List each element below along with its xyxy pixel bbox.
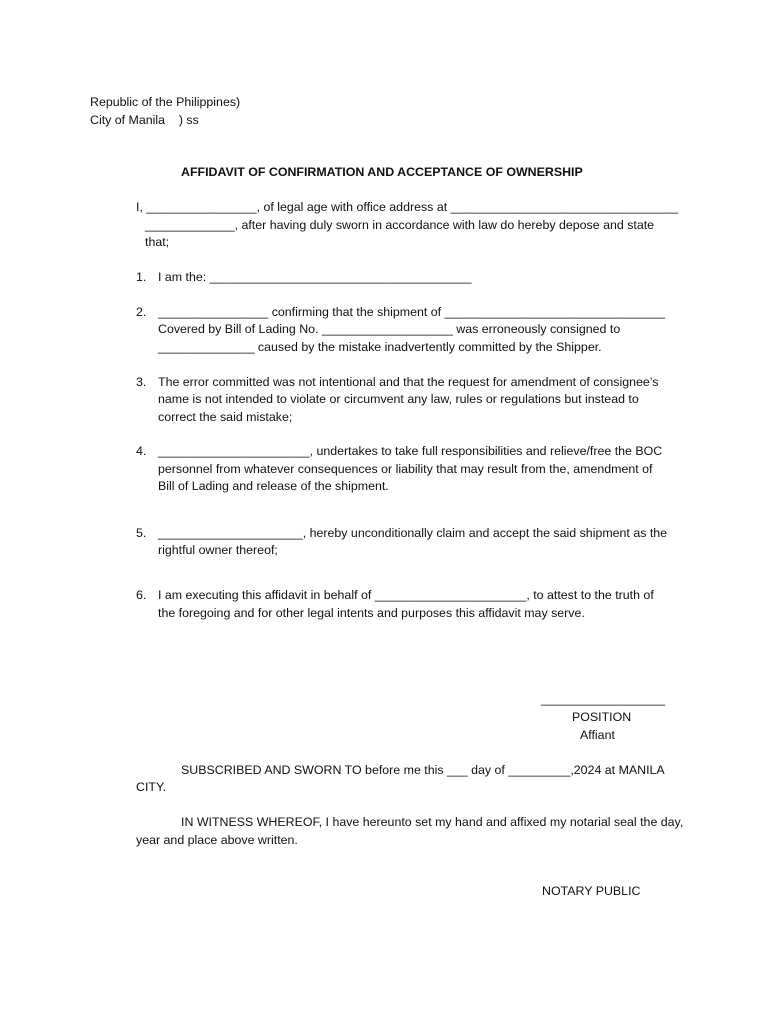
intro-line-3: that; bbox=[145, 235, 170, 249]
item-line: personnel from whatever consequences or liability that may result from the, amendment of bbox=[158, 462, 653, 476]
item-line: the foregoing and for other legal intents and purposes this affidavit may serve. bbox=[158, 606, 585, 620]
signature-position: POSITION bbox=[572, 710, 632, 724]
intro-line-2: _____________, after having duly sworn in accordance with law do hereby depose and state bbox=[145, 218, 655, 232]
item-line: Bill of Lading and release of the shipment. bbox=[158, 479, 389, 493]
item-number: 2. bbox=[136, 305, 147, 319]
header-republic: Republic of the Philippines) bbox=[90, 95, 241, 109]
signature-role: Affiant bbox=[580, 728, 615, 742]
item-number: 3. bbox=[136, 375, 147, 389]
document-title: AFFIDAVIT OF CONFIRMATION AND ACCEPTANCE OF OWNERSHIP bbox=[181, 165, 583, 179]
witness-line-1: IN WITNESS WHEREOF, I have hereunto set my hand and affixed my notarial seal the day, bbox=[181, 815, 684, 829]
jurat-line-2: CITY. bbox=[136, 780, 167, 794]
item-line: I am executing this affidavit in behalf of ______________________, to attest to the truth of bbox=[158, 588, 654, 602]
item-line: ________________ confirming that the shipment of ________________________________ bbox=[158, 305, 666, 319]
item-line: ______________ caused by the mistake inadvertently committed by the Shipper. bbox=[158, 340, 602, 354]
item-line: Covered by Bill of Lading No. ___________________ was erroneously consigned to bbox=[158, 322, 621, 336]
item-line: _____________________, hereby unconditionally claim and accept the said shipment as the bbox=[158, 526, 668, 540]
witness-line-2: year and place above written. bbox=[136, 833, 298, 847]
item-line: I am the: ______________________________________ bbox=[158, 270, 472, 284]
item-number: 1. bbox=[136, 270, 147, 284]
item-number: 4. bbox=[136, 444, 147, 458]
item-line: correct the said mistake; bbox=[158, 410, 293, 424]
signature-line: __________________ bbox=[541, 692, 666, 706]
jurat-line-1: SUBSCRIBED AND SWORN TO before me this ___ day of _________,2024 at MANILA bbox=[181, 763, 665, 777]
item-line: ______________________, undertakes to take full responsibilities and relieve/free the BOC bbox=[158, 444, 663, 458]
item-line: rightful owner thereof; bbox=[158, 543, 278, 557]
item-number: 6. bbox=[136, 588, 147, 602]
intro-line-1: I, ________________, of legal age with office address at _________________________________ bbox=[136, 200, 678, 214]
item-number: 5. bbox=[136, 526, 147, 540]
notary-public: NOTARY PUBLIC bbox=[542, 884, 641, 898]
item-line: name is not intended to violate or circumvent any law, rules or regulations but instead to bbox=[158, 392, 639, 406]
header-city: City of Manila ) ss bbox=[90, 113, 199, 127]
item-line: The error committed was not intentional and that the request for amendment of consignee’s bbox=[158, 375, 659, 389]
